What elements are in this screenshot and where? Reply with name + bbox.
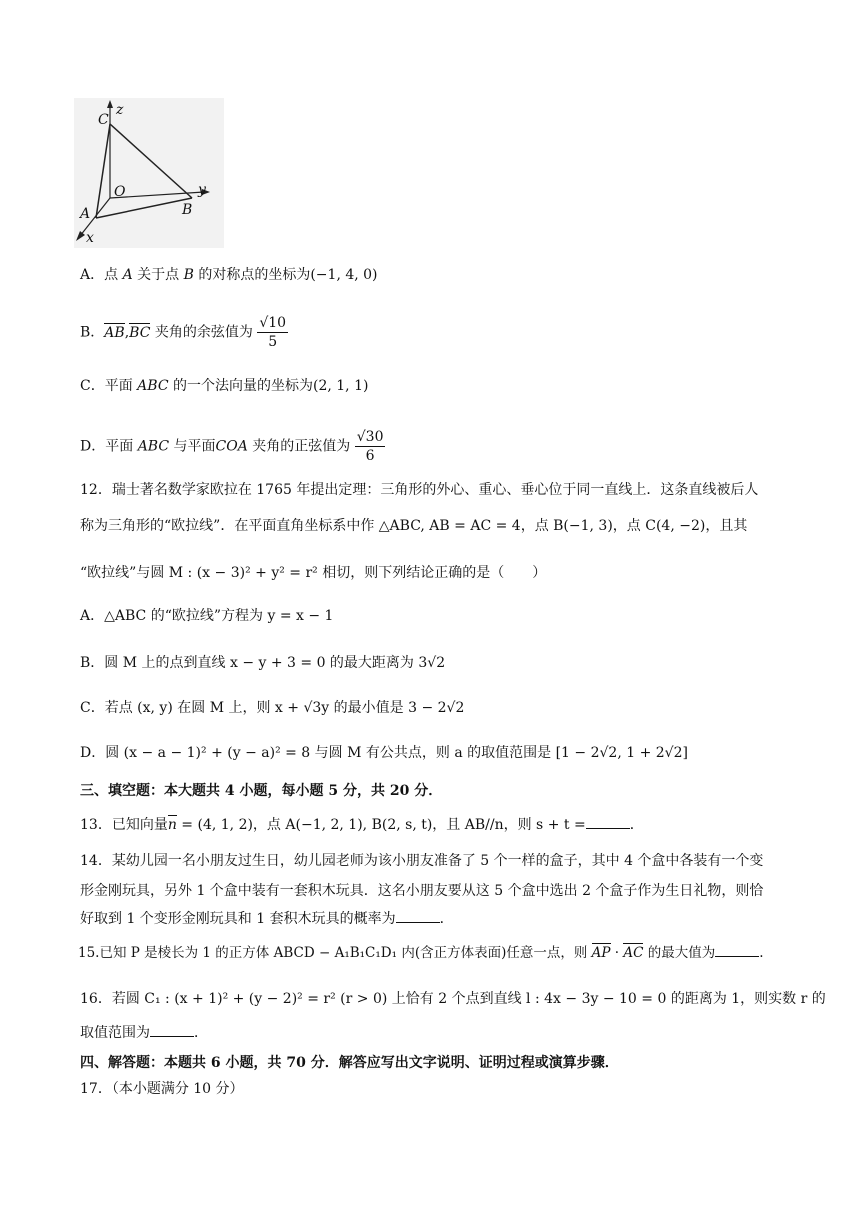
q12-option-b: B．圆 M 上的点到直线 x − y + 3 = 0 的最大距离为 3√2 <box>80 655 446 671</box>
label-z: z <box>116 102 124 118</box>
fraction-sqrt30-over-6: $\frac{√30}{6}$ <box>356 429 384 464</box>
answer-blank[interactable] <box>150 1022 194 1037</box>
section-3-heading: 三、填空题：本大题共 4 小题，每小题 5 分，共 20 分． <box>80 783 443 799</box>
q12-line-1: 12．瑞士著名数学家欧拉在 1765 年提出定理：三角形的外心、重心、垂心位于同一直线上．这条直线被后人 <box>80 482 759 498</box>
q11-option-b: B．AB,BC 夹角的余弦值为 $\frac{√10}{5}$ <box>80 315 287 350</box>
q14-line-3: 好取到 1 个变形金刚玩具和 1 套积木玩具的概率为 ． <box>80 908 454 930</box>
q12-option-a: A．△ABC 的“欧拉线”方程为 y = x − 1 <box>80 608 334 624</box>
vector-AC: AC <box>623 942 643 964</box>
fraction-sqrt10-over-5: $\frac{√10}{5}$ <box>259 315 287 350</box>
vector-AB: AB <box>104 322 124 344</box>
answer-blank[interactable] <box>396 908 440 923</box>
label-x: x <box>86 230 94 246</box>
label-O: O <box>114 184 126 200</box>
q12-line-2: 称为三角形的“欧拉线”．在平面直角坐标系中作 △ABC, AB = AC = 4，点 B(−1, 3)，点 C(4, −2)，且其 <box>80 518 748 534</box>
q12-option-d: D．圆 (x − a − 1)² + (y − a)² = 8 与圆 M 有公共点，则 a 的取值范围是 [1 − 2√2, 1 + 2√2] <box>80 745 688 761</box>
q16-line-2: 取值范围为 ． <box>80 1022 208 1044</box>
section-4-heading: 四、解答题：本题共 6 小题，共 70 分．解答应写出文字说明、证明过程或演算步骤． <box>80 1055 619 1071</box>
label-C: C <box>98 112 109 128</box>
coordinate-figure <box>74 98 224 248</box>
vector-BC: BC <box>129 322 150 344</box>
q11-option-d: D．平面 ABC 与平面COA 夹角的正弦值为 $\frac{√30}{6}$ <box>80 429 384 464</box>
label-y: y <box>198 182 206 198</box>
label-A: A <box>80 206 91 222</box>
answer-blank[interactable] <box>715 942 759 957</box>
vector-n: n <box>168 814 177 836</box>
q14-line-1: 14．某幼儿园一名小朋友过生日，幼儿园老师为该小朋友准备了 5 个一样的盒子，其中 4 个盒中各装有一个变 <box>80 853 764 869</box>
q12-line-3: “欧拉线”与圆 M : (x − 3)² + y² = r² 相切，则下列结论正确的是（ ） <box>80 565 547 581</box>
q12-option-c: C．若点 (x, y) 在圆 M 上，则 x + √3y 的最小值是 3 − 2√2 <box>80 700 465 716</box>
q14-line-2: 形金刚玩具，另外 1 个盒中装有一套积木玩具．这名小朋友要从这 5 个盒中选出 2 个盒子作为生日礼物，则恰 <box>80 883 764 899</box>
q15: 15.已知 P 是棱长为 1 的正方体 ABCD − A₁B₁C₁D₁ 内(含正方体表面)任意一点，则 AP · AC 的最大值为 . <box>78 942 764 964</box>
label-B: B <box>182 202 193 218</box>
q16-line-1: 16．若圆 C₁ : (x + 1)² + (y − 2)² = r² (r > 0) 上恰有 2 个点到直线 l : 4x − 3y − 10 = 0 的距离为 1，则实数 r 的 <box>80 991 826 1007</box>
answer-blank[interactable] <box>586 814 630 829</box>
q17-heading: 17．（本小题满分 10 分） <box>80 1081 244 1097</box>
q11-option-c: C．平面 ABC 的一个法向量的坐标为(2, 1, 1) <box>80 378 369 394</box>
vector-AP: AP <box>592 942 611 964</box>
q11-option-a: A．点 A 关于点 B 的对称点的坐标为(−1, 4, 0) <box>80 267 378 283</box>
q13: 13．已知向量n = (4, 1, 2)，点 A(−1, 2, 1), B(2, s, t)，且 AB//n，则 s + t = ． <box>80 814 644 836</box>
